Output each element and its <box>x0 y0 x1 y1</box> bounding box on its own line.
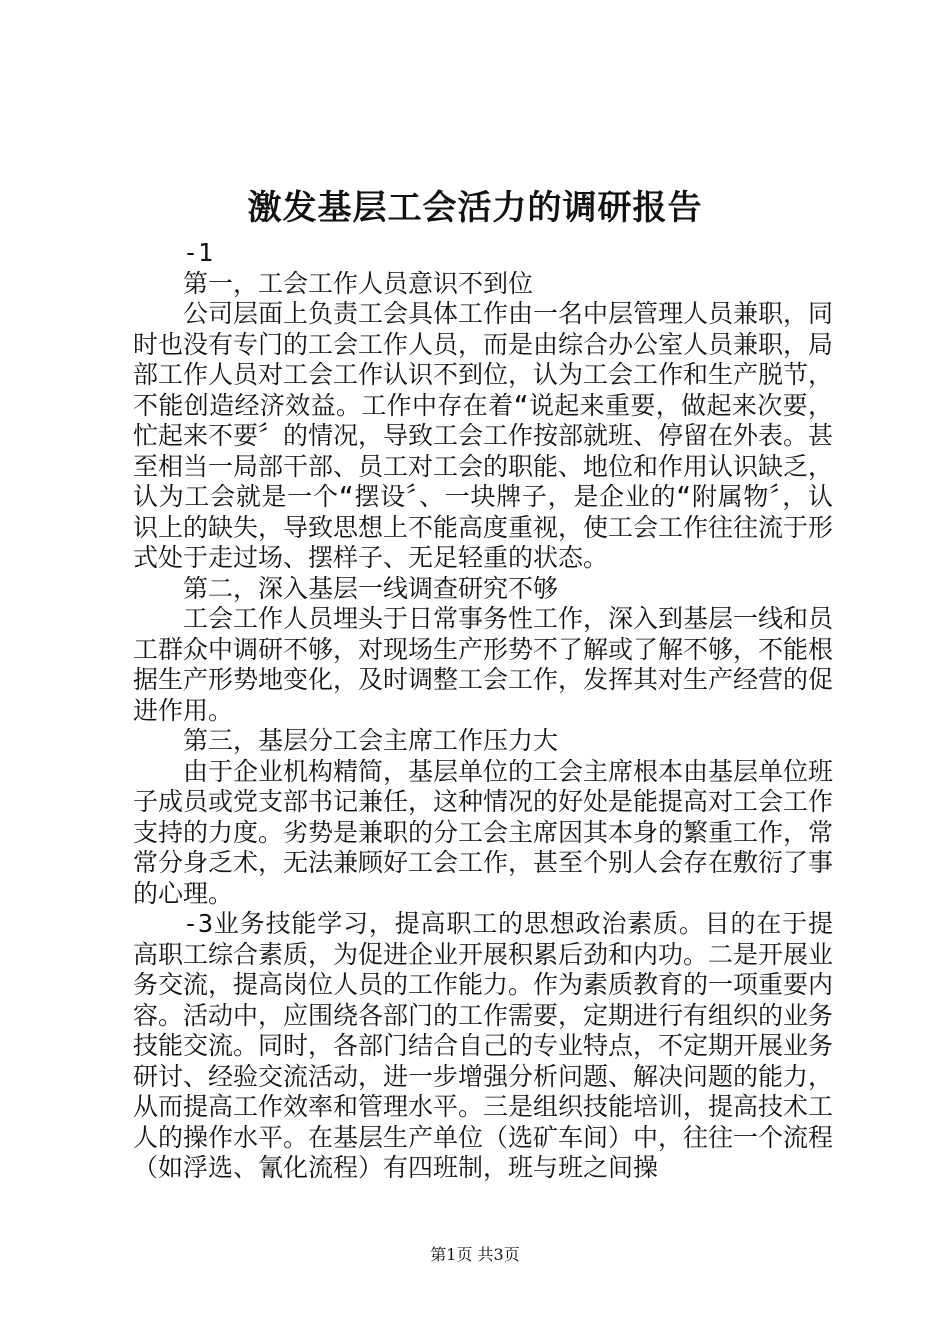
paragraph-4: -3业务技能学习，提高职工的思想政治素质。目的在于提高职工综合素质，为促进企业开展积累后劲和内功。二是开展业务交流，提高岗位人员的工作能力。作为素质教育的一项重要内容。活动中，应围绕各部门的工作需要，定期进行有组织的业务技能交流。同时，各部门结合自己的专业特点，不定期开展业务研讨、经验交流活动，进一步增强分析问题、解决问题的能力，从而提高工作效率和管理水平。三是组织技能培训，提高技术工人的操作水平。在基层生产单位（选矿车间）中，往往一个流程（如浮选、氰化流程）有四班制，班与班之间操 <box>133 909 834 1182</box>
paragraph-2: 工会工作人员埋头于日常事务性工作，深入到基层一线和员工群众中调研不够，对现场生产形势不了解或了解不够，不能根据生产形势地变化，及时调整工会工作，发挥其对生产经营的促进作用。 <box>133 604 834 725</box>
section-heading-1: 第一，工会工作人员意识不到位 <box>183 268 534 298</box>
section-heading-3: 第三，基层分工会主席工作压力大 <box>183 726 559 755</box>
page-footer: 第1页 共3页 <box>430 1245 520 1264</box>
page-fragment-marker: -1 <box>183 238 214 267</box>
paragraph-1: 公司层面上负责工会具体工作由一名中层管理人员兼职，同时也没有专门的工会工作人员，而是由综合办公室人员兼职，局部工作人员对工会工作认识不到位，认为工会工作和生产脱节，不能创造经济效益。工作中存在着“说起来重要，做起来次要，忙起来不要〞的情况，导致工会工作按部就班、停留在外表。甚至相当一局部干部、员工对工会的职能、地位和作用认识缺乏，认为工会就是一个“摆设〞、一块牌子，是企业的“附属物〞，认识上的缺失，导致思想上不能高度重视，使工会工作往往流于形式处于走过场、摆样子、无足轻重的状态。 <box>133 299 834 572</box>
document-title: 激发基层工会活力的调研报告 <box>247 188 703 228</box>
section-heading-2: 第二，深入基层一线调查研究不够 <box>183 573 559 603</box>
paragraph-3: 由于企业机构精简，基层单位的工会主席根本由基层单位班子成员或党支部书记兼任，这种情况的好处是能提高对工会工作支持的力度。劣势是兼职的分工会主席因其本身的繁重工作，常常分身乏术，无法兼顾好工会工作，甚至个别人会存在敷衍了事的心理。 <box>133 756 834 908</box>
document-body <box>133 238 833 1184</box>
